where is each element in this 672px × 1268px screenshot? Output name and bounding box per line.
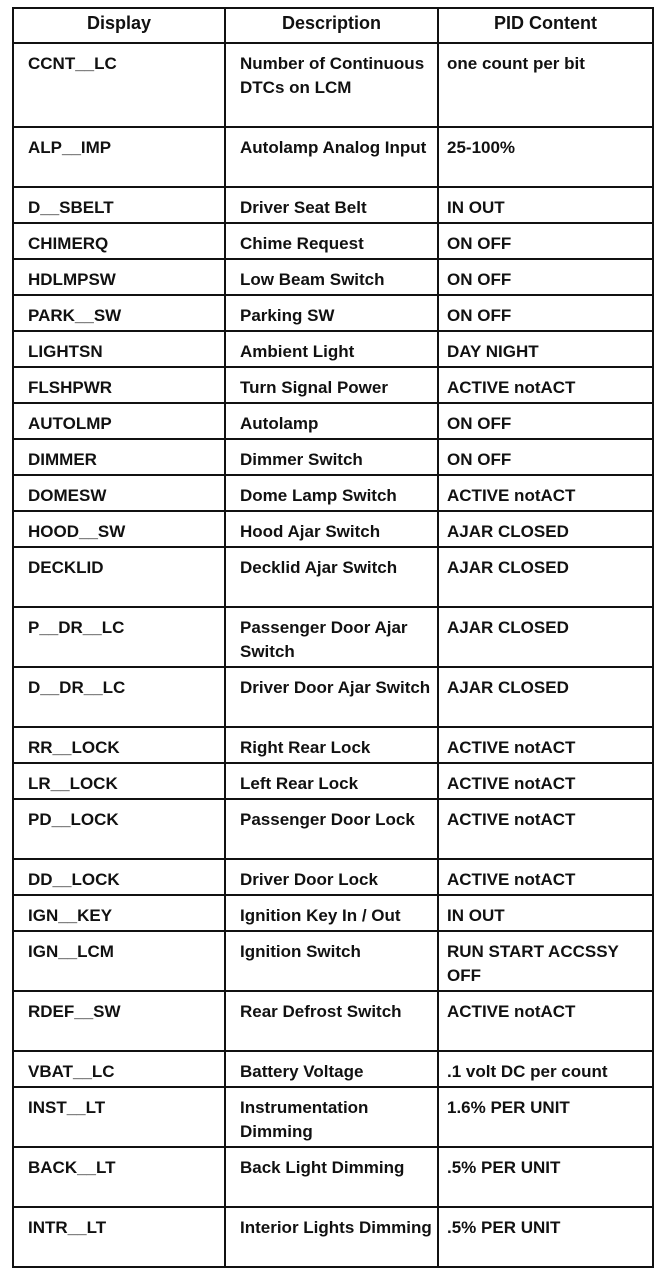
description-cell: Dimmer Switch [225, 439, 438, 475]
description-cell: Passenger Door Ajar Switch [225, 607, 438, 667]
display-cell: IGN__LCM [13, 931, 225, 991]
description-cell: Back Light Dimming [225, 1147, 438, 1207]
pid-cell: RUN START ACCSSY OFF [438, 931, 653, 991]
table-row [13, 607, 653, 667]
table-row [13, 799, 653, 859]
pid-cell: .5% PER UNIT [438, 1147, 653, 1207]
description-cell: Ignition Key In / Out [225, 895, 438, 931]
table-row [13, 259, 653, 295]
pid-cell: .1 volt DC per count [438, 1051, 653, 1087]
table-row [13, 859, 653, 895]
pid-cell: ACTIVE notACT [438, 799, 653, 859]
table-row [13, 931, 653, 991]
description-cell: Autolamp [225, 403, 438, 439]
pid-cell: ON OFF [438, 295, 653, 331]
description-cell: Instrumentation Dimming [225, 1087, 438, 1147]
description-cell: Dome Lamp Switch [225, 475, 438, 511]
description-cell: Ambient Light [225, 331, 438, 367]
description-cell: Rear Defrost Switch [225, 991, 438, 1051]
table-row [13, 1087, 653, 1147]
table-row [13, 667, 653, 727]
pid-cell: ON OFF [438, 403, 653, 439]
pid-cell: ACTIVE notACT [438, 859, 653, 895]
display-cell: CCNT__LC [13, 43, 225, 127]
pid-cell: AJAR CLOSED [438, 511, 653, 547]
table-row [13, 439, 653, 475]
display-cell: IGN__KEY [13, 895, 225, 931]
table-row [13, 331, 653, 367]
description-cell: Driver Door Lock [225, 859, 438, 895]
description-cell: Interior Lights Dimming [225, 1207, 438, 1267]
display-cell: HOOD__SW [13, 511, 225, 547]
display-cell: ALP__IMP [13, 127, 225, 187]
pid-cell: 25-100% [438, 127, 653, 187]
table-row [13, 127, 653, 187]
table-row [13, 763, 653, 799]
description-cell: Low Beam Switch [225, 259, 438, 295]
pid-cell: .5% PER UNIT [438, 1207, 653, 1267]
pid-cell: ON OFF [438, 439, 653, 475]
pid-cell: AJAR CLOSED [438, 667, 653, 727]
display-cell: LIGHTSN [13, 331, 225, 367]
display-cell: DOMESW [13, 475, 225, 511]
display-cell: DECKLID [13, 547, 225, 607]
description-cell: Battery Voltage [225, 1051, 438, 1087]
description-cell: Hood Ajar Switch [225, 511, 438, 547]
table-row [13, 1207, 653, 1267]
description-cell: Passenger Door Lock [225, 799, 438, 859]
display-cell: CHIMERQ [13, 223, 225, 259]
pid-cell: IN OUT [438, 187, 653, 223]
table-row [13, 895, 653, 931]
display-cell: PD__LOCK [13, 799, 225, 859]
pid-cell: ACTIVE notACT [438, 991, 653, 1051]
pid-cell: ON OFF [438, 259, 653, 295]
display-cell: VBAT__LC [13, 1051, 225, 1087]
description-cell: Right Rear Lock [225, 727, 438, 763]
table-row [13, 1051, 653, 1087]
description-cell: Turn Signal Power [225, 367, 438, 403]
description-cell: Decklid Ajar Switch [225, 547, 438, 607]
pid-cell: AJAR CLOSED [438, 607, 653, 667]
table-row [13, 223, 653, 259]
description-cell: Ignition Switch [225, 931, 438, 991]
display-cell: DD__LOCK [13, 859, 225, 895]
table-row [13, 991, 653, 1051]
description-cell: Number of Continuous DTCs on LCM [225, 43, 438, 127]
table-row [13, 295, 653, 331]
display-cell: PARK__SW [13, 295, 225, 331]
display-cell: INST__LT [13, 1087, 225, 1147]
pid-cell: ACTIVE notACT [438, 763, 653, 799]
table-row [13, 547, 653, 607]
header-display: Display [13, 8, 225, 43]
display-cell: BACK__LT [13, 1147, 225, 1207]
pid-cell: AJAR CLOSED [438, 547, 653, 607]
pid-cell: one count per bit [438, 43, 653, 127]
display-cell: INTR__LT [13, 1207, 225, 1267]
pid-table [12, 7, 654, 1268]
display-cell: D__SBELT [13, 187, 225, 223]
pid-cell: ON OFF [438, 223, 653, 259]
table-row [13, 187, 653, 223]
header-description: Description [225, 8, 438, 43]
display-cell: RR__LOCK [13, 727, 225, 763]
description-cell: Autolamp Analog Input [225, 127, 438, 187]
pid-cell: DAY NIGHT [438, 331, 653, 367]
table-row [13, 475, 653, 511]
display-cell: DIMMER [13, 439, 225, 475]
description-cell: Driver Seat Belt [225, 187, 438, 223]
display-cell: HDLMPSW [13, 259, 225, 295]
display-cell: RDEF__SW [13, 991, 225, 1051]
display-cell: LR__LOCK [13, 763, 225, 799]
table-row [13, 403, 653, 439]
pid-cell: IN OUT [438, 895, 653, 931]
description-cell: Left Rear Lock [225, 763, 438, 799]
display-cell: D__DR__LC [13, 667, 225, 727]
table-row [13, 511, 653, 547]
pid-cell: ACTIVE notACT [438, 475, 653, 511]
description-cell: Chime Request [225, 223, 438, 259]
pid-cell: ACTIVE notACT [438, 727, 653, 763]
display-cell: AUTOLMP [13, 403, 225, 439]
table-row [13, 1147, 653, 1207]
table-row [13, 367, 653, 403]
description-cell: Driver Door Ajar Switch [225, 667, 438, 727]
pid-cell: ACTIVE notACT [438, 367, 653, 403]
display-cell: FLSHPWR [13, 367, 225, 403]
display-cell: P__DR__LC [13, 607, 225, 667]
table-row [13, 727, 653, 763]
table-row [13, 43, 653, 127]
pid-cell: 1.6% PER UNIT [438, 1087, 653, 1147]
description-cell: Parking SW [225, 295, 438, 331]
header-row [13, 8, 653, 43]
header-pid-content: PID Content [438, 8, 653, 43]
